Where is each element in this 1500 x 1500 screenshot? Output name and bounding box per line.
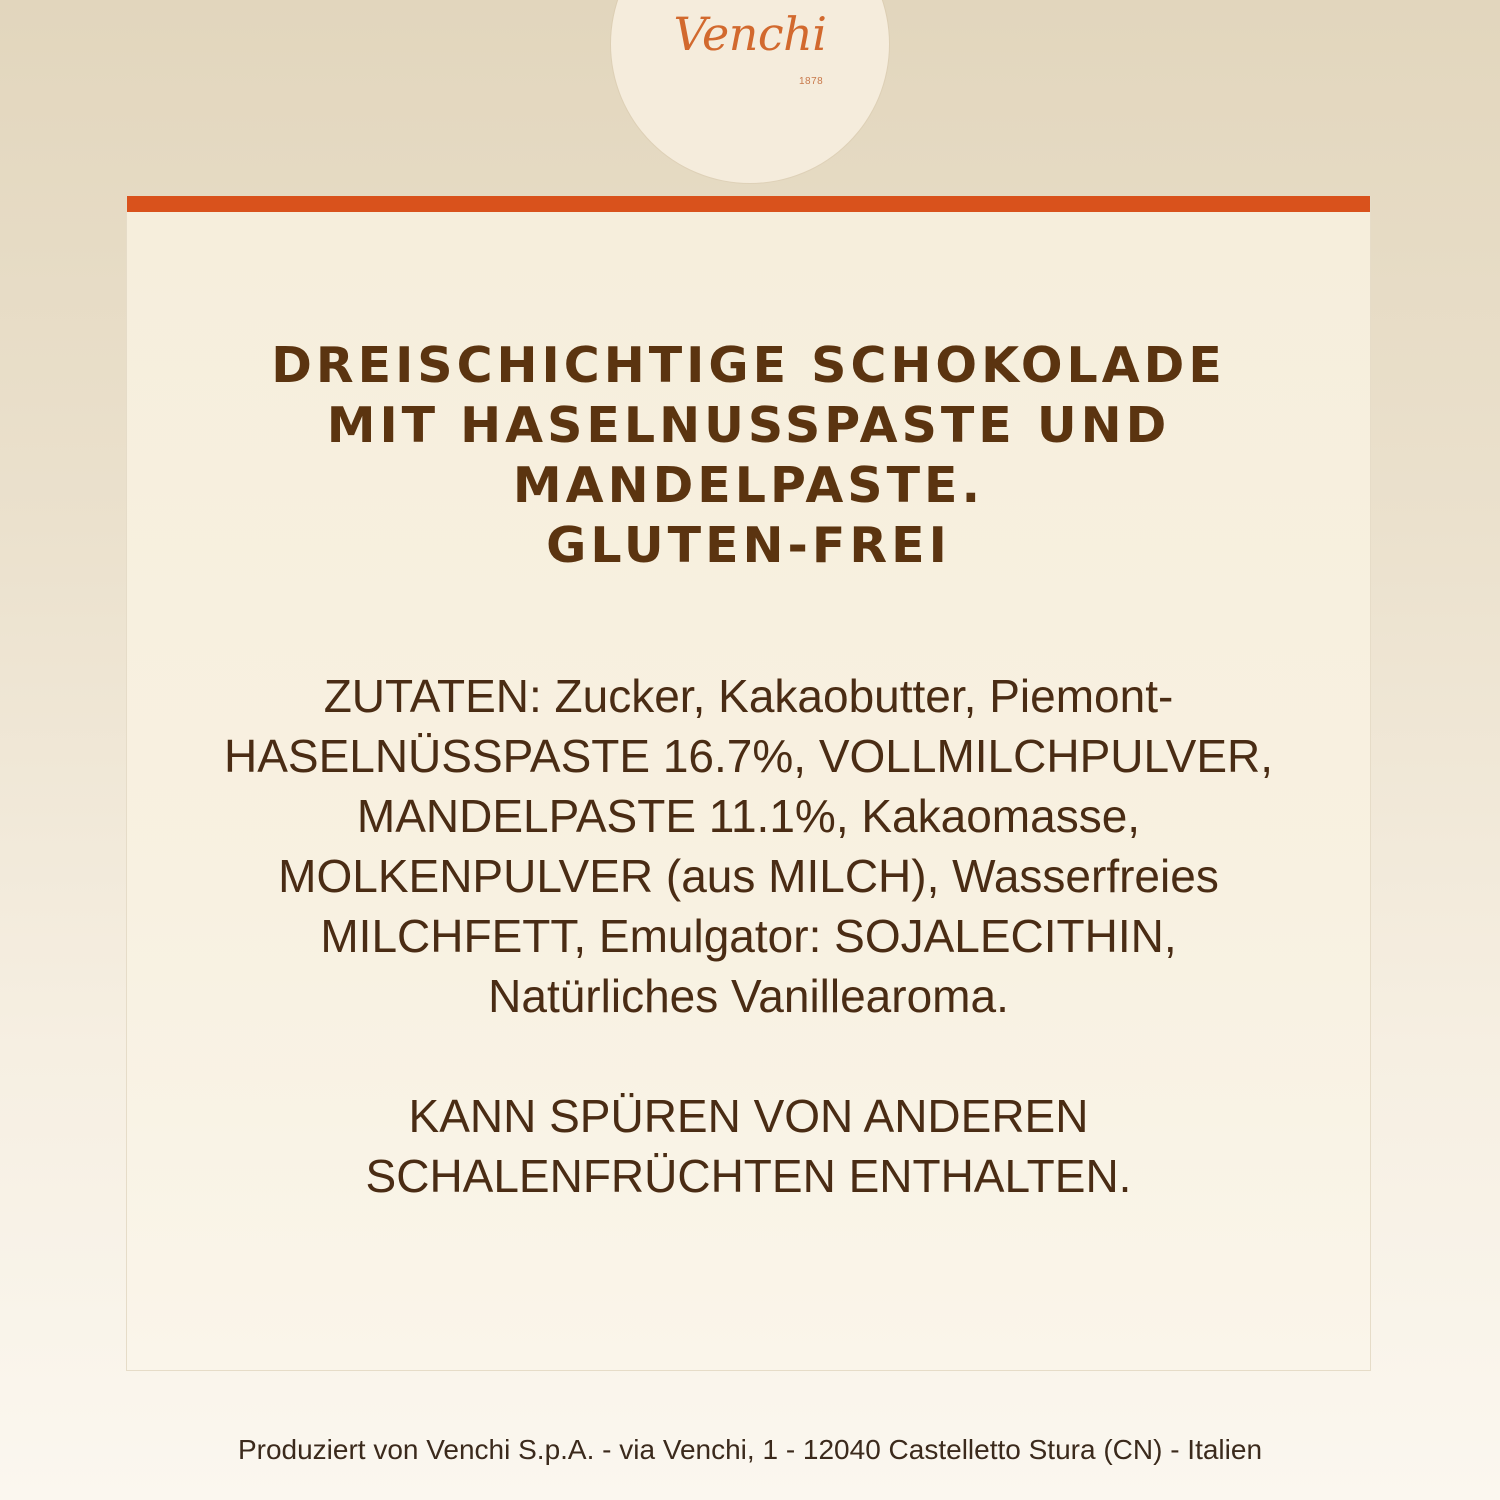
card-accent-bar <box>127 196 1370 212</box>
headline-line: MANDELPASTE. <box>512 457 985 514</box>
brand-logo-wordmark: Venchi <box>673 7 827 61</box>
ingredients-list <box>127 666 1370 1026</box>
ingredients-line: Natürliches Vanillearoma. <box>488 970 1009 1022</box>
headline-line: GLUTEN-FREI <box>546 517 951 574</box>
ingredients-line: ZUTATEN: Zucker, Kakaobutter, Piemont- <box>323 670 1174 722</box>
product-info-card <box>126 196 1371 1371</box>
headline-line: MIT HASELNUSSPASTE UND <box>326 397 1171 454</box>
ingredients-line: MOLKENPULVER (aus MILCH), Wasserfreies <box>278 850 1219 902</box>
product-headline <box>127 336 1370 576</box>
brand-logo-year: 1878 <box>799 76 824 87</box>
allergen-notice <box>127 1086 1370 1206</box>
manufacturer-footer: Produziert von Venchi S.p.A. - via Venchi, 1 - 12040 Castelletto Stura (CN) - Italien <box>237 1434 1263 1465</box>
brand-logo <box>611 0 889 183</box>
ingredients-line: HASELNÜSSPASTE 16.7%, VOLLMILCHPULVER, <box>223 730 1273 782</box>
allergen-line: SCHALENFRÜCHTEN ENTHALTEN. <box>365 1150 1132 1202</box>
headline-line: DREISCHICHTIGE SCHOKOLADE <box>271 337 1226 394</box>
ingredients-line: MANDELPASTE 11.1%, Kakaomasse, <box>356 790 1141 842</box>
allergen-line: KANN SPÜREN VON ANDEREN <box>408 1090 1089 1142</box>
ingredients-line: MILCHFETT, Emulgator: SOJALECITHIN, <box>320 910 1177 962</box>
